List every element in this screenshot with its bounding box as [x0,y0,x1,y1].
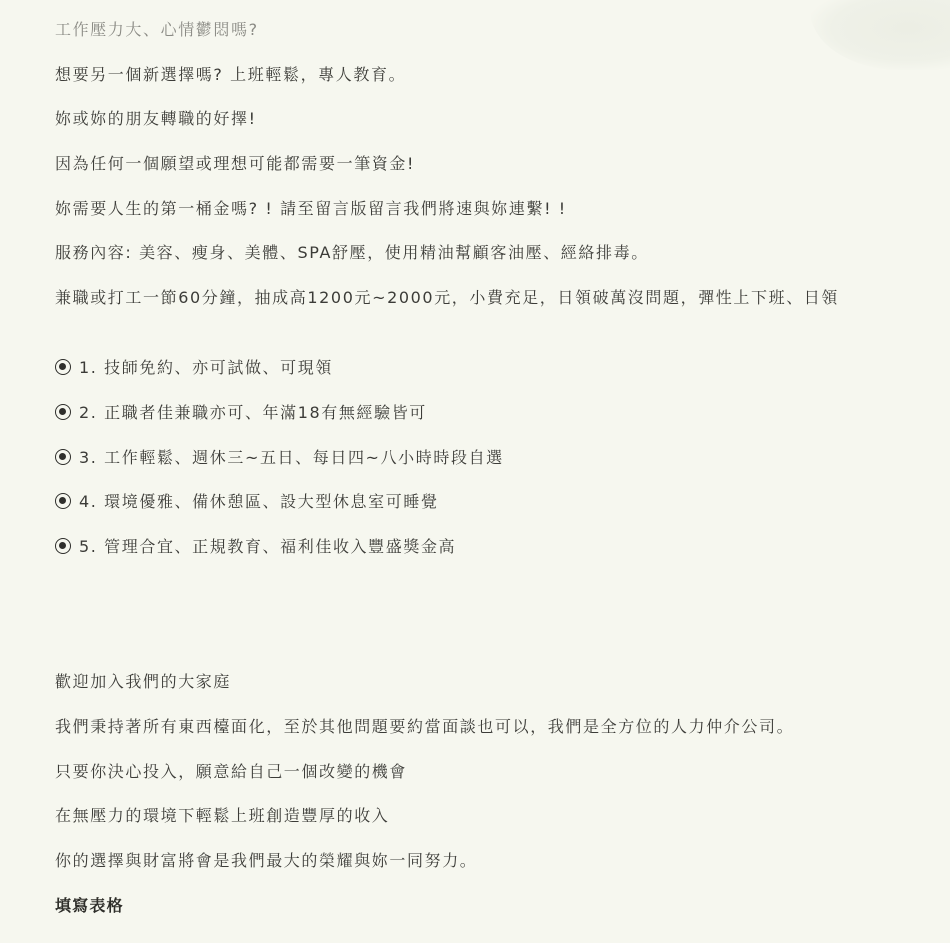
benefit-item [55,402,427,424]
closing-paragraph: 在無壓力的環境下輕鬆上班創造豐厚的收入 [55,806,390,825]
benefit-item [55,491,439,513]
intro-paragraph: 想要另一個新選擇嗎? 上班輕鬆，專人教育。 [55,65,407,84]
radio-bullet-icon [55,404,71,420]
form-heading: 填寫表格 [55,896,124,915]
benefit-text: 1. 技師免約、亦可試做、可現領 [79,358,333,377]
closing-paragraph: 我們秉持著所有東西檯面化，至於其他問題要約當面談也可以，我們是全方位的人力仲介公司。 [55,717,795,736]
closing-paragraph: 只要你決心投入，願意給自己一個改變的機會 [55,762,408,781]
intro-paragraph: 妳需要人生的第一桶金嗎? ! 請至留言版留言我們將速與妳連繫! ! [55,199,567,218]
benefit-item [55,536,456,558]
intro-paragraph: 妳或妳的朋友轉職的好擇! [55,109,257,128]
closing-paragraph: 歡迎加入我們的大家庭 [55,672,232,691]
benefit-text: 3. 工作輕鬆、週休三~五日、每日四~八小時時段自選 [79,448,504,467]
benefit-text: 4. 環境優雅、備休憩區、設大型休息室可睡覺 [79,492,439,511]
intro-lead: 工作壓力大、心情鬱悶嗎? [55,20,259,39]
benefit-item [55,357,333,379]
radio-bullet-icon [55,449,71,465]
benefit-item [55,447,504,469]
benefit-text: 5. 管理合宜、正規教育、福利佳收入豐盛獎金高 [79,537,457,556]
radio-bullet-icon [55,538,71,554]
radio-bullet-icon [55,493,71,509]
closing-paragraph: 你的選擇與財富將會是我們最大的榮耀與妳一同努力。 [55,851,478,870]
service-description: 服務內容: 美容、瘦身、美體、SPA舒壓，使用精油幫顧客油壓、經絡排毒。 [55,243,649,262]
decorative-corner-shape [810,0,950,70]
radio-bullet-icon [55,359,71,375]
intro-paragraph: 因為任何一個願望或理想可能都需要一筆資金! [55,154,416,173]
benefit-text: 2. 正職者佳兼職亦可、年滿18有無經驗皆可 [79,403,427,422]
pay-description: 兼職或打工一節60分鐘，抽成高1200元~2000元，小費充足，日領破萬沒問題，彈性上下班、日領 [55,288,840,307]
